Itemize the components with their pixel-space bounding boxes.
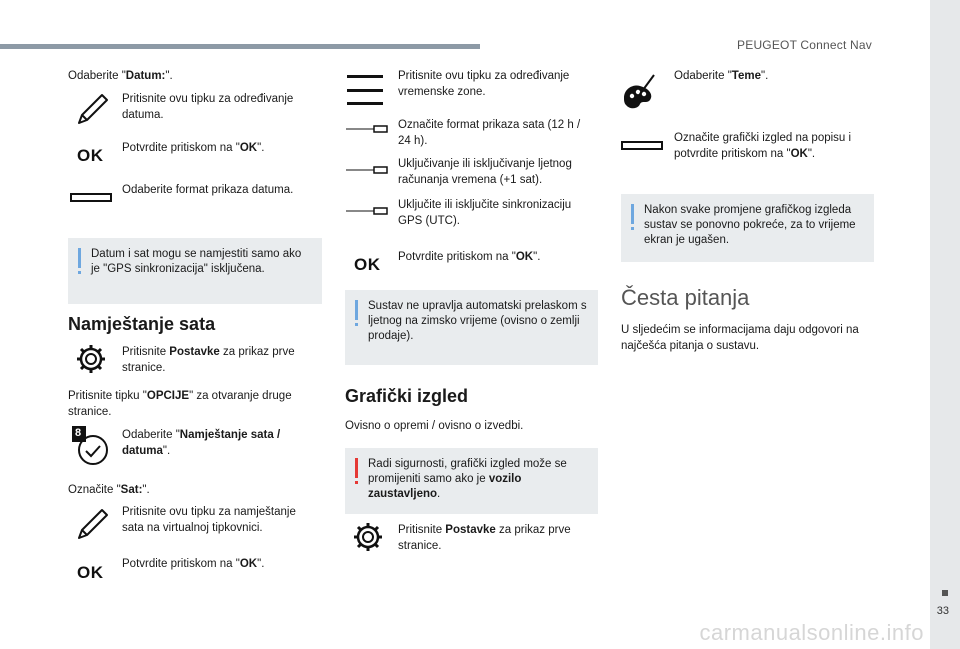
faq-intro: U sljedećim se informacijama daju odgovori na najčešća pitanja o sustavu. (621, 324, 859, 352)
step-date-format: Odaberite format prikaza datuma. (122, 184, 294, 196)
info-note-dst: Sustav ne upravlja automatski prelaskom s ljetnog na zimsko vrijeme (ovisno o zemlji prodaje). (345, 290, 598, 365)
step-timezone: Pritisnite ovu tipku za određivanje vremenske zone. (398, 70, 570, 98)
theme-intro: Ovisno o opremi / ovisno o izvedbi. (345, 420, 524, 432)
list-icon (347, 73, 383, 107)
page-header-title: PEUGEOT Connect Nav (737, 38, 872, 52)
palette-icon (620, 72, 660, 112)
select-date-instruction: Odaberite "Datum:". (68, 70, 173, 82)
step-confirm-ok-3: Potvrdite pritiskom na "OK". (398, 251, 541, 263)
gear-icon (75, 343, 107, 375)
page-sidebar (930, 0, 960, 649)
step-time-format: Označite format prikaza sata (12 h / 24 h). (398, 119, 581, 147)
step-pencil-time: Pritisnite ovu tipku za namještanje sata na virtualnoj tipkovnici. (122, 506, 296, 534)
info-icon (78, 248, 81, 268)
gear-icon (352, 521, 384, 553)
info-note-restart: Nakon svake promjene grafičkog izgleda sustav se ponovno pokreće, za to vrijeme ekran je ugašen. (621, 194, 874, 262)
pencil-icon (76, 507, 110, 541)
step-select-themes: Odaberite "Teme". (674, 70, 769, 82)
warning-note-theme: Radi sigurnosti, grafički izgled može se promijeniti samo ako je vozilo zaustavljeno. (345, 448, 598, 514)
step-confirm-ok-2: Potvrdite pritiskom na "OK". (122, 558, 265, 570)
section-heading-clock: Namještanje sata (68, 314, 216, 334)
info-note-gps: Datum i sat mogu se namjestiti samo ako je "GPS sinkronizacija" isključena. (68, 238, 322, 304)
list-select-icon (70, 192, 112, 204)
clock-icon (72, 426, 112, 468)
toggle-slider-icon (346, 207, 388, 215)
page-end-marker (942, 590, 948, 596)
page-number: 33 (936, 605, 949, 617)
section-heading-faq: Česta pitanja (621, 285, 750, 310)
info-icon (631, 204, 634, 224)
ok-icon: OK (354, 255, 381, 274)
warning-icon (355, 458, 358, 478)
press-options-instruction: Pritisnite tipku "OPCIJE" za otvaranje druge stranice. (68, 390, 292, 418)
watermark: carmanualsonline.info (699, 620, 924, 645)
toggle-slider-icon (346, 125, 388, 133)
ok-icon: OK (77, 563, 104, 582)
ok-icon: OK (77, 146, 104, 165)
clock-badge-number: 8 (75, 427, 82, 439)
list-select-icon (621, 140, 663, 152)
step-set-clock: Odaberite "Namještanje sata / datuma". (122, 429, 281, 457)
info-icon (355, 300, 358, 320)
step-confirm-ok: Potvrdite pritiskom na "OK". (122, 142, 265, 154)
step-gps-sync: Uključite ili isključite sinkronizaciju GPS (UTC). (398, 199, 572, 227)
step-settings: Pritisnite Postavke za prikaz prve stranice. (122, 346, 295, 374)
select-time-instruction: Označite "Sat:". (68, 484, 150, 496)
step-dst: Uključivanje ili isključivanje ljetnog računanja vremena (+1 sat). (398, 158, 572, 186)
section-heading-theme: Grafički izgled (345, 386, 469, 406)
toggle-slider-icon (346, 166, 388, 174)
pencil-icon (76, 92, 110, 126)
step-select-theme-ok: Označite grafički izgled na popisu i potvrdite pritiskom na "OK". (674, 132, 852, 160)
step-settings-2: Pritisnite Postavke za prikaz prve stranice. (398, 524, 571, 552)
step-pencil-date: Pritisnite ovu tipku za određivanje datuma. (122, 93, 294, 121)
header-rule (0, 44, 480, 49)
